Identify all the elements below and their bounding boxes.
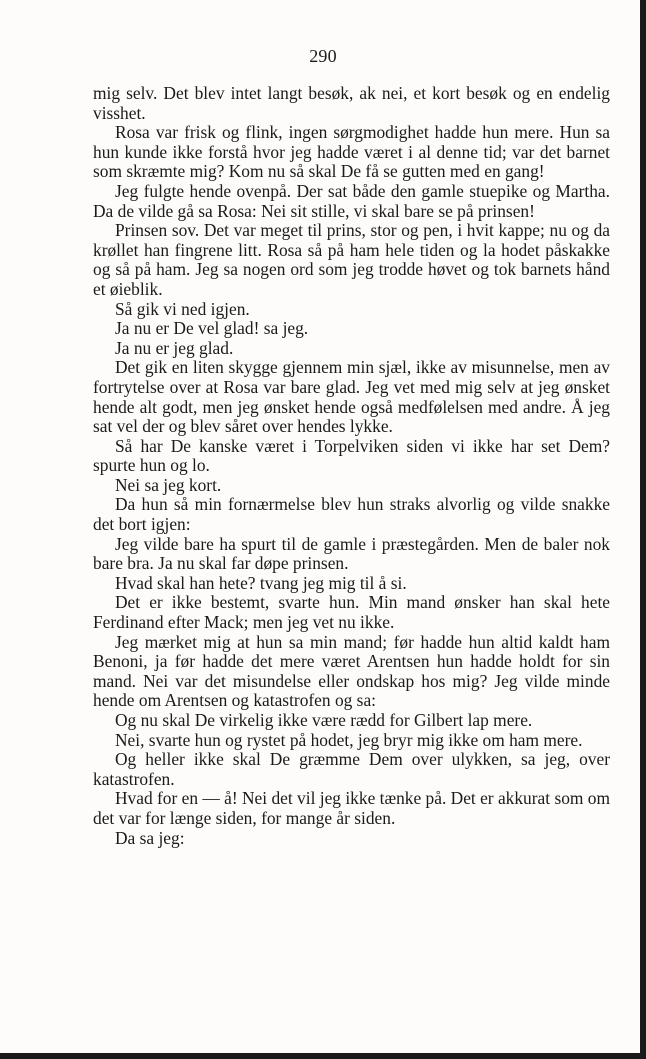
paragraph: Prinsen sov. Det var meget til prins, stor og pen, i hvit kappe; nu og da krøllet han fingrene litt. Rosa så på ham hele tiden og la hodet påskakke og så på ham. Jeg sa nogen ord som jeg trodde høvet og tok barnets hånd et øieblik. <box>93 220 610 299</box>
paragraph: Ja nu er jeg glad. <box>115 337 234 358</box>
paragraph: Hvad for en — å! Nei det vil jeg ikke tænke på. Det er akkurat som om det var for længe siden, for mange år siden. <box>93 788 611 828</box>
paragraph: Så gik vi ned igjen. <box>115 298 250 319</box>
paragraph: Og heller ikke skal De græmme Dem over ulykken, sa jeg, over katastrofen. <box>93 749 610 789</box>
paragraph: Da hun så min fornærmelse blev hun straks alvorlig og vilde snakke det bort igjen: <box>93 494 610 535</box>
paragraph: Nei sa jeg kort. <box>115 474 222 495</box>
paragraph: Jeg vilde bare ha spurt til de gamle i præstegården. Men de baler nok bare bra. Ja nu skal far døpe prinsen. <box>93 533 610 574</box>
paragraph: Hvad skal han hete? tvang jeg mig til å si. <box>115 572 407 593</box>
paragraph: Jeg fulgte hende ovenpå. Der sat både den gamle stuepike og Martha. Da de vilde gå sa Rosa: Nei sit stille, vi skal bare se på prinsen! <box>93 180 610 221</box>
body-text <box>93 84 610 848</box>
paragraph: Det er ikke bestemt, svarte hun. Min mand ønsker han skal hete Ferdinand efter Mack; men jeg vet nu ikke. <box>93 592 610 633</box>
paragraph: Så har De kanske været i Torpelviken siden vi ikke har set Dem? spurte hun og lo. <box>93 435 610 476</box>
paragraph: Det gik en liten skygge gjennem min sjæl, ikke av misunnelse, men av fortrytelse over at Rosa var bare glad. Jeg vet med mig selv at jeg ønsket hende alt godt, men jeg ønsket hende også medfølelsen med andre. Å jeg sat vel der og blev såret over hendes lykke. <box>93 357 610 437</box>
paragraph: Ja nu er De vel glad! sa jeg. <box>115 318 309 339</box>
paragraph: mig selv. Det blev intet langt besøk, ak nei, et kort besøk og en endelig visshet. <box>93 83 610 123</box>
paragraph: Og nu skal De virkelig ikke være rædd for Gilbert lap mere. <box>115 710 533 730</box>
page-number: 290 <box>309 46 337 66</box>
paragraph: Jeg mærket mig at hun sa min mand; før hadde hun altid kaldt ham Benoni, ja før hadde det mere været Arentsen hun hadde holdt for sin mand. Nei var det misundelse eller ondskap hos mig? Jeg vilde minde hende om Arentsen og katastrofen og sa: <box>93 631 610 711</box>
paragraph: Da sa jeg: <box>115 827 185 848</box>
paragraph: Rosa var frisk og flink, ingen sørgmodighet hadde hun mere. Hun sa hun kunde ikke forstå hvor jeg hadde været i al denne tid; var det barnet som skræmte mig? Kom nu så skal De få se gutten med en gang! <box>93 122 610 182</box>
paragraph: Nei, svarte hun og rystet på hodet, jeg bryr mig ikke om ham mere. <box>115 729 583 750</box>
